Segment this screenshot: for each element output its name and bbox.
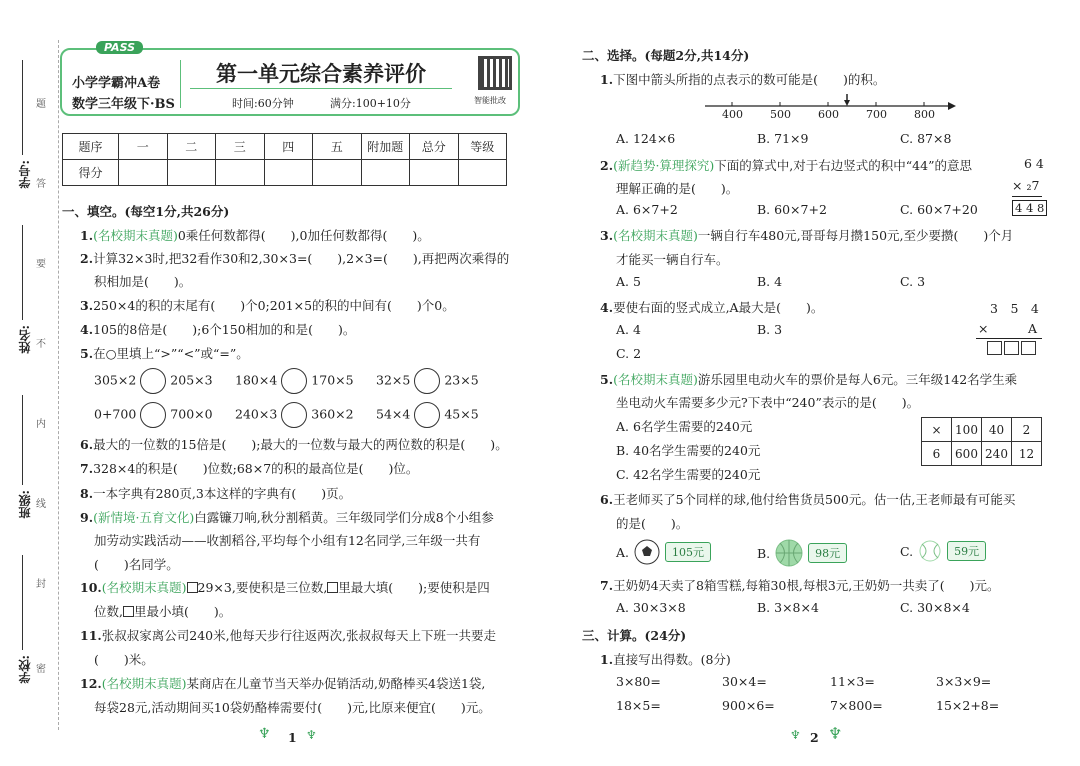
question-number: 1. xyxy=(600,72,614,87)
school-line[interactable] xyxy=(22,555,23,650)
question-10-line2 xyxy=(94,602,231,620)
name-label: 姓名: xyxy=(18,325,32,354)
calc-item[interactable]: 3×80= xyxy=(616,674,661,689)
question-7 xyxy=(80,459,418,477)
score-row-label: 得分 xyxy=(63,160,119,186)
compare-circle[interactable] xyxy=(414,368,440,394)
question-number: 1. xyxy=(80,228,94,243)
option-a[interactable]: A. 5 xyxy=(616,274,641,289)
vertical-calc-rule xyxy=(1012,196,1042,197)
compare-left: 305×2 xyxy=(94,372,137,388)
compare-item xyxy=(94,368,213,394)
margin-char: 封 xyxy=(36,579,46,590)
question-number: 5. xyxy=(80,346,94,361)
compare-circle[interactable] xyxy=(140,402,166,428)
qr-caption: 智能批改 xyxy=(474,96,506,105)
table-cell: 600 xyxy=(952,442,982,466)
question-text: 29×3,要使积是三位数, xyxy=(197,580,328,595)
question-number: 3. xyxy=(80,298,94,313)
question-12-line2: 每袋28元,活动期间买10袋奶酪棒需要付( )元,比原来便宜( )元。 xyxy=(94,700,491,715)
question-4 xyxy=(80,320,355,338)
choice-2-line2: 理解正确的是( )。 xyxy=(616,181,739,196)
section3-title: 三、计算。(24分) xyxy=(582,628,687,643)
tennis-ball-icon xyxy=(917,538,943,564)
option-b[interactable]: B. 4 xyxy=(757,274,783,289)
compare-item xyxy=(235,402,354,428)
table-cell: 12 xyxy=(1012,442,1042,466)
question-text: 0乘任何数都得( ),0加任何数都得( )。 xyxy=(177,228,430,243)
table-cell: 40 xyxy=(982,418,1012,442)
question-number: 7. xyxy=(80,461,94,476)
class-line[interactable] xyxy=(22,395,23,485)
compare-right: 45×5 xyxy=(444,406,479,422)
answer-boxes[interactable] xyxy=(987,341,1036,357)
compare-right: 700×0 xyxy=(170,406,213,422)
student-id-label: 学号: xyxy=(18,160,32,189)
margin-char: 题 xyxy=(36,99,46,110)
score-input-cell[interactable] xyxy=(458,160,507,186)
question-text: 下面的算式中,对于右边竖式的积中“44”的意思 xyxy=(714,158,972,173)
question-text: 250×4的积的末尾有( )个0;201×5的积的中间有( )个0。 xyxy=(93,298,455,313)
series-logo: PASS xyxy=(96,41,143,54)
calc-item[interactable]: 3×3×9= xyxy=(936,674,992,689)
choice-5-line2: 坐电动火车需要多少元?下表中“240”表示的是( )。 xyxy=(616,395,920,410)
page-title: 第一单元综合素养评价 xyxy=(216,61,426,86)
calc-item[interactable]: 11×3= xyxy=(830,674,875,689)
score-header-cell: 题序 xyxy=(63,134,119,160)
question-3 xyxy=(80,296,455,314)
option-b[interactable]: B. 71×9 xyxy=(757,131,809,146)
compare-right: 170×5 xyxy=(311,372,354,388)
option-a[interactable] xyxy=(616,538,711,566)
score-table xyxy=(62,133,507,186)
question-text: 游乐园里电动火车的票价是每人6元。三年级142名学生乘 xyxy=(697,372,1018,387)
option-b[interactable] xyxy=(757,538,847,568)
option-c[interactable] xyxy=(900,538,986,564)
option-a[interactable]: A. 6名学生需要的240元 xyxy=(616,419,753,434)
blank-square[interactable] xyxy=(327,582,338,593)
compare-left: 180×4 xyxy=(235,372,278,388)
table-cell: 100 xyxy=(952,418,982,442)
option-b[interactable]: B. 40名学生需要的240元 xyxy=(616,443,761,458)
score-input-cell[interactable] xyxy=(264,160,313,186)
compare-right: 23×5 xyxy=(444,372,479,388)
question-9-line2: 加劳动实践活动——收割稻谷,平均每个小组有12名同学,三年级一共有 xyxy=(94,533,481,548)
margin-char: 要 xyxy=(36,259,46,270)
score-input-cell[interactable] xyxy=(313,160,362,186)
blank-square[interactable] xyxy=(187,582,198,593)
question-number: 4. xyxy=(600,300,614,315)
calc-item[interactable]: 30×4= xyxy=(722,674,767,689)
full-score: 满分:100+10分 xyxy=(330,97,411,110)
plant-icon: ♆ xyxy=(828,724,843,743)
question-text: 王老师买了5个同样的球,他付给售货员500元。估一估,王老师最有可能买 xyxy=(613,492,1016,507)
number-line-tick: 400 xyxy=(722,108,743,121)
choice-7 xyxy=(600,576,1000,594)
question-number: 6. xyxy=(80,437,94,452)
question-text: 在○里填上“>”“<”或“=”。 xyxy=(93,346,249,361)
question-10 xyxy=(80,578,490,596)
table-cell: × xyxy=(922,418,952,442)
score-header-cell: 等级 xyxy=(458,134,507,160)
score-header-cell: 一 xyxy=(119,134,168,160)
question-11-line2: ( )米。 xyxy=(94,652,154,667)
compare-item xyxy=(235,368,354,394)
question-number: 1. xyxy=(600,652,614,667)
margin-char: 内 xyxy=(36,419,46,430)
soccer-ball-icon xyxy=(633,538,661,566)
margin-char: 不 xyxy=(36,339,46,350)
question-number: 11. xyxy=(80,628,102,643)
question-2 xyxy=(80,249,509,267)
question-number: 4. xyxy=(80,322,94,337)
choice-3 xyxy=(600,226,1013,244)
number-line-tick: 600 xyxy=(818,108,839,121)
question-number: 9. xyxy=(80,510,94,525)
header-divider xyxy=(180,60,181,108)
table-cell: 6 xyxy=(922,442,952,466)
compare-right: 205×3 xyxy=(170,372,213,388)
option-b[interactable]: B. 3×8×4 xyxy=(757,600,819,615)
score-input-cell[interactable] xyxy=(216,160,265,186)
question-tag: (新趋势·算理探究) xyxy=(613,158,715,173)
question-text: 下图中箭头所指的点表示的数可能是( )的积。 xyxy=(613,72,886,87)
number-line-tick: 800 xyxy=(914,108,935,121)
question-text: 某商店在儿童节当天举办促销活动,奶酪棒买4袋送1袋, xyxy=(186,676,486,691)
vertical-calc-top: 3 5 4 xyxy=(990,301,1039,316)
question-text: 要使右面的竖式成立,A最大是( )。 xyxy=(613,300,824,315)
question-number: 7. xyxy=(600,578,614,593)
option-label: A. xyxy=(616,544,630,560)
question-text: 直接写出得数。(8分) xyxy=(613,652,731,667)
vertical-calc-a: A xyxy=(1028,321,1038,336)
question-number: 8. xyxy=(80,486,94,501)
qr-code[interactable] xyxy=(478,56,512,90)
question-tag: (名校期末真题) xyxy=(101,676,187,691)
compare-right: 360×2 xyxy=(311,406,354,422)
question-number: 12. xyxy=(80,676,102,691)
question-8 xyxy=(80,484,351,502)
question-number: 2. xyxy=(600,158,614,173)
number-line-tick: 500 xyxy=(770,108,791,121)
plant-icon: ♆ xyxy=(306,728,317,742)
vertical-calc-mult: × xyxy=(978,321,989,336)
section2-title: 二、选择。(每题2分,共14分) xyxy=(582,48,750,63)
question-9 xyxy=(80,508,494,526)
option-a[interactable]: A. 30×3×8 xyxy=(616,600,686,615)
vertical-calc-top: 6 4 xyxy=(1024,156,1044,171)
choice-2 xyxy=(600,156,972,174)
binding-dashed-line xyxy=(58,40,59,730)
score-header-cell: 五 xyxy=(313,134,362,160)
page-number-right: 2 xyxy=(810,730,819,745)
vertical-calc-result: 4 4 8 xyxy=(1012,200,1047,216)
section1-title: 一、填空。(每空1分,共26分) xyxy=(62,204,230,219)
question-tag: (名校期末真题) xyxy=(613,372,698,387)
compare-circle[interactable] xyxy=(414,402,440,428)
choice-5 xyxy=(600,370,1017,388)
vertical-calc-rule xyxy=(976,338,1042,339)
calc-item[interactable]: 900×6= xyxy=(722,698,775,713)
price-tag: 98元 xyxy=(808,543,847,563)
calc-question-1 xyxy=(600,650,731,668)
question-text: 里最小填( )。 xyxy=(133,604,232,619)
option-c[interactable]: C. 60×7+20 xyxy=(900,202,978,217)
question-text: 328×4的积是( )位数;68×7的积的最高位是( )位。 xyxy=(93,461,419,476)
question-tag: (名校期末真题) xyxy=(93,228,178,243)
exam-time: 时间:60分钟 xyxy=(232,97,294,110)
option-a[interactable]: A. 124×6 xyxy=(616,131,676,146)
option-c[interactable]: C. 42名学生需要的240元 xyxy=(616,467,761,482)
compare-item xyxy=(376,368,479,394)
title-underline xyxy=(190,88,452,89)
question-text: 最大的一位数的15倍是( );最大的一位数与最大的两位数的积是( )。 xyxy=(93,437,508,452)
calc-item[interactable]: 7×800= xyxy=(830,698,883,713)
question-2-line2: 积相加是( )。 xyxy=(94,274,192,289)
score-input-cell[interactable] xyxy=(119,160,168,186)
option-c[interactable]: C. 3 xyxy=(900,274,926,289)
compare-item xyxy=(94,402,213,428)
question-text: 一辆自行车480元,哥哥每月攒150元,至少要攒( )个月 xyxy=(697,228,1014,243)
question-5 xyxy=(80,344,249,362)
score-input-cell[interactable] xyxy=(410,160,459,186)
margin-char: 答 xyxy=(36,179,46,190)
option-c[interactable]: C. 87×8 xyxy=(900,131,952,146)
question-text: 位数, xyxy=(94,604,123,619)
grade-subject: 数学三年级下·BS xyxy=(72,97,175,112)
question-tag: (新情境·五育文化) xyxy=(93,510,195,525)
question-11 xyxy=(80,626,496,644)
score-header-cell: 附加题 xyxy=(361,134,410,160)
table-cell: 240 xyxy=(982,442,1012,466)
question-1 xyxy=(80,226,430,244)
series-name: 小学学霸冲A卷 xyxy=(72,76,161,91)
calc-item[interactable]: 18×5= xyxy=(616,698,661,713)
price-tag: 105元 xyxy=(665,542,711,562)
choice-4 xyxy=(600,298,823,316)
plant-icon: ♆ xyxy=(790,728,801,742)
choice-6 xyxy=(600,490,1015,508)
blank-square[interactable] xyxy=(123,606,134,617)
compare-left: 240×3 xyxy=(235,406,278,422)
option-b[interactable]: B. 3 xyxy=(757,322,783,337)
score-header-cell: 二 xyxy=(167,134,216,160)
option-label: C. xyxy=(900,543,914,559)
plant-icon: ♆ xyxy=(258,726,271,742)
class-label: 班级: xyxy=(18,490,32,519)
table-cell: 2 xyxy=(1012,418,1042,442)
question-6 xyxy=(80,435,508,453)
question-12 xyxy=(80,674,485,692)
compare-item xyxy=(376,402,479,428)
question-text: 计算32×3时,把32看作30和2,30×3=( ),2×3=( ),再把两次乘得的 xyxy=(93,251,510,266)
compare-circle[interactable] xyxy=(281,368,307,394)
question-tag: (名校期末真题) xyxy=(101,580,187,595)
price-tag: 59元 xyxy=(947,541,986,561)
question-text: 白露镰刀响,秋分割稻黄。三年级同学们分成8个小组参 xyxy=(194,510,494,525)
margin-char: 线 xyxy=(36,499,46,510)
vertical-calc-mult: × ₂7 xyxy=(1012,178,1040,193)
question-text: 一本字典有280页,3本这样的字典有( )页。 xyxy=(93,486,352,501)
option-b[interactable]: B. 60×7+2 xyxy=(757,202,827,217)
compare-left: 32×5 xyxy=(376,372,411,388)
question-number: 10. xyxy=(80,580,102,595)
question-text: 105的8倍是( );6个150相加的和是( )。 xyxy=(93,322,356,337)
option-a[interactable]: A. 4 xyxy=(616,322,641,337)
question-text: 里最大填( );要使积是四 xyxy=(338,580,490,595)
question-9-line3: ( )名同学。 xyxy=(94,557,179,572)
option-c[interactable]: C. 30×8×4 xyxy=(900,600,970,615)
choice-3-line2: 才能买一辆自行车。 xyxy=(616,252,729,267)
page-number-left: 1 xyxy=(288,730,297,745)
score-header-cell: 总分 xyxy=(410,134,459,160)
margin-char: 密 xyxy=(36,664,46,675)
basketball-icon xyxy=(774,538,804,568)
school-label: 学校: xyxy=(18,655,32,684)
multiplication-table xyxy=(921,417,1042,466)
compare-left: 0+700 xyxy=(94,406,137,422)
number-line-tick: 700 xyxy=(866,108,887,121)
score-header-cell: 四 xyxy=(264,134,313,160)
question-number: 3. xyxy=(600,228,614,243)
choice-1 xyxy=(600,70,885,88)
question-number: 2. xyxy=(80,251,94,266)
compare-circle[interactable] xyxy=(281,402,307,428)
option-label: B. xyxy=(757,545,771,561)
name-line[interactable] xyxy=(22,225,23,320)
option-c[interactable]: C. 2 xyxy=(616,346,642,361)
score-input-cell[interactable] xyxy=(167,160,216,186)
question-text: 张叔叔家离公司240米,他每天步行往返两次,张叔叔每天上下班一共要走 xyxy=(101,628,497,643)
score-header-cell: 三 xyxy=(216,134,265,160)
question-text: 王奶奶4天卖了8箱雪糕,每箱30根,每根3元,王奶奶一共卖了( )元。 xyxy=(613,578,1000,593)
calc-item[interactable]: 15×2+8= xyxy=(936,698,1000,713)
choice-6-line2: 的是( )。 xyxy=(616,516,689,531)
compare-left: 54×4 xyxy=(376,406,411,422)
student-id-line[interactable] xyxy=(22,60,23,155)
compare-circle[interactable] xyxy=(140,368,166,394)
question-tag: (名校期末真题) xyxy=(613,228,698,243)
option-a[interactable]: A. 6×7+2 xyxy=(616,202,678,217)
score-input-cell[interactable] xyxy=(361,160,410,186)
question-number: 6. xyxy=(600,492,614,507)
question-number: 5. xyxy=(600,372,614,387)
